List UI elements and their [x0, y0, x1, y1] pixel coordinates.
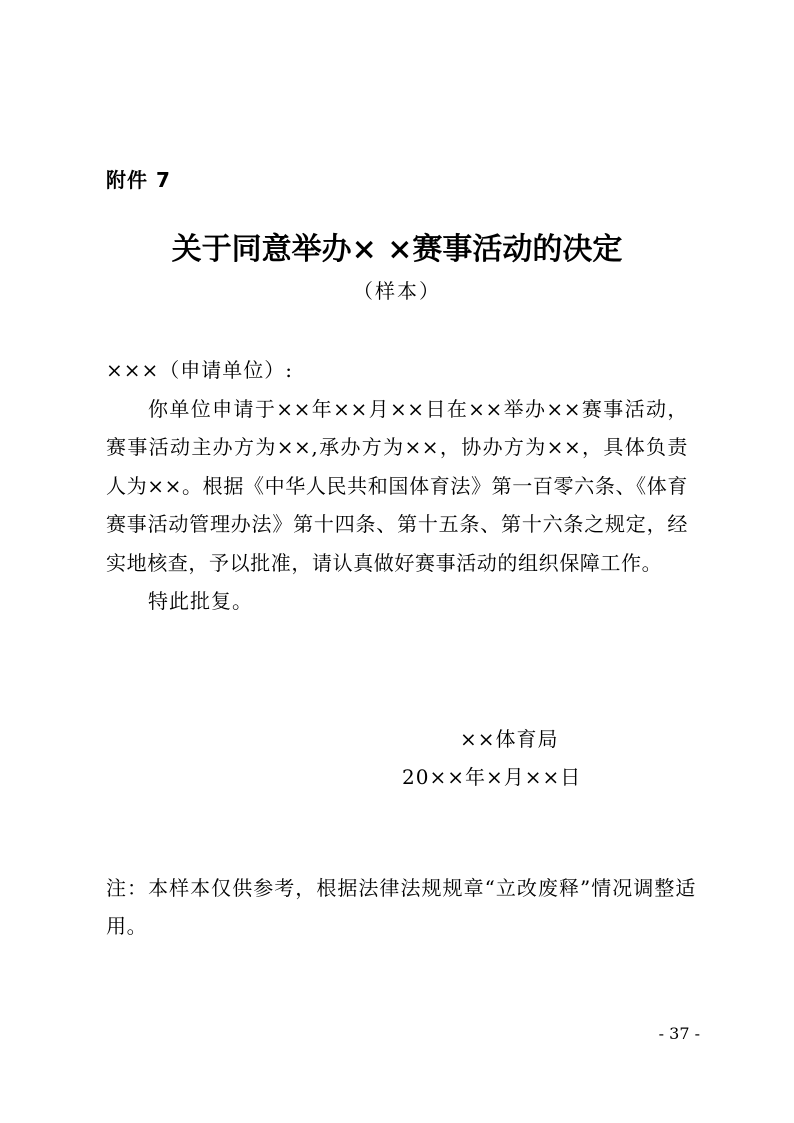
document-title: 关于同意举办× ×赛事活动的决定	[171, 232, 623, 267]
attachment-label: 附件 7	[106, 168, 171, 192]
document-subtitle: （样本）	[353, 279, 441, 303]
body-paragraph: 你单位申请于××年××月××日在××举办××赛事活动，赛事活动主办方为××,承办方为××，协办方为××，具体负责人为××。根据《中华人民共和国体育法》第一百零六条、《体育赛事活动管理办法》第十四条、第十五条、第十六条之规定，经实地核查，予以批准，请认真做好赛事活动的组织保障工作。	[106, 396, 688, 575]
issue-date: 20××年×月××日	[402, 765, 582, 789]
page-number: - 37 -	[658, 1024, 700, 1043]
document-body	[106, 351, 688, 621]
footnote: 注：本样本仅供参考，根据法律法规规章“立改废释”情况调整适用。	[106, 876, 696, 938]
closing-line: 特此批复。	[148, 589, 253, 613]
issuing-authority: ××体育局	[460, 727, 559, 751]
salutation: ×××（申请单位）:	[106, 358, 294, 382]
